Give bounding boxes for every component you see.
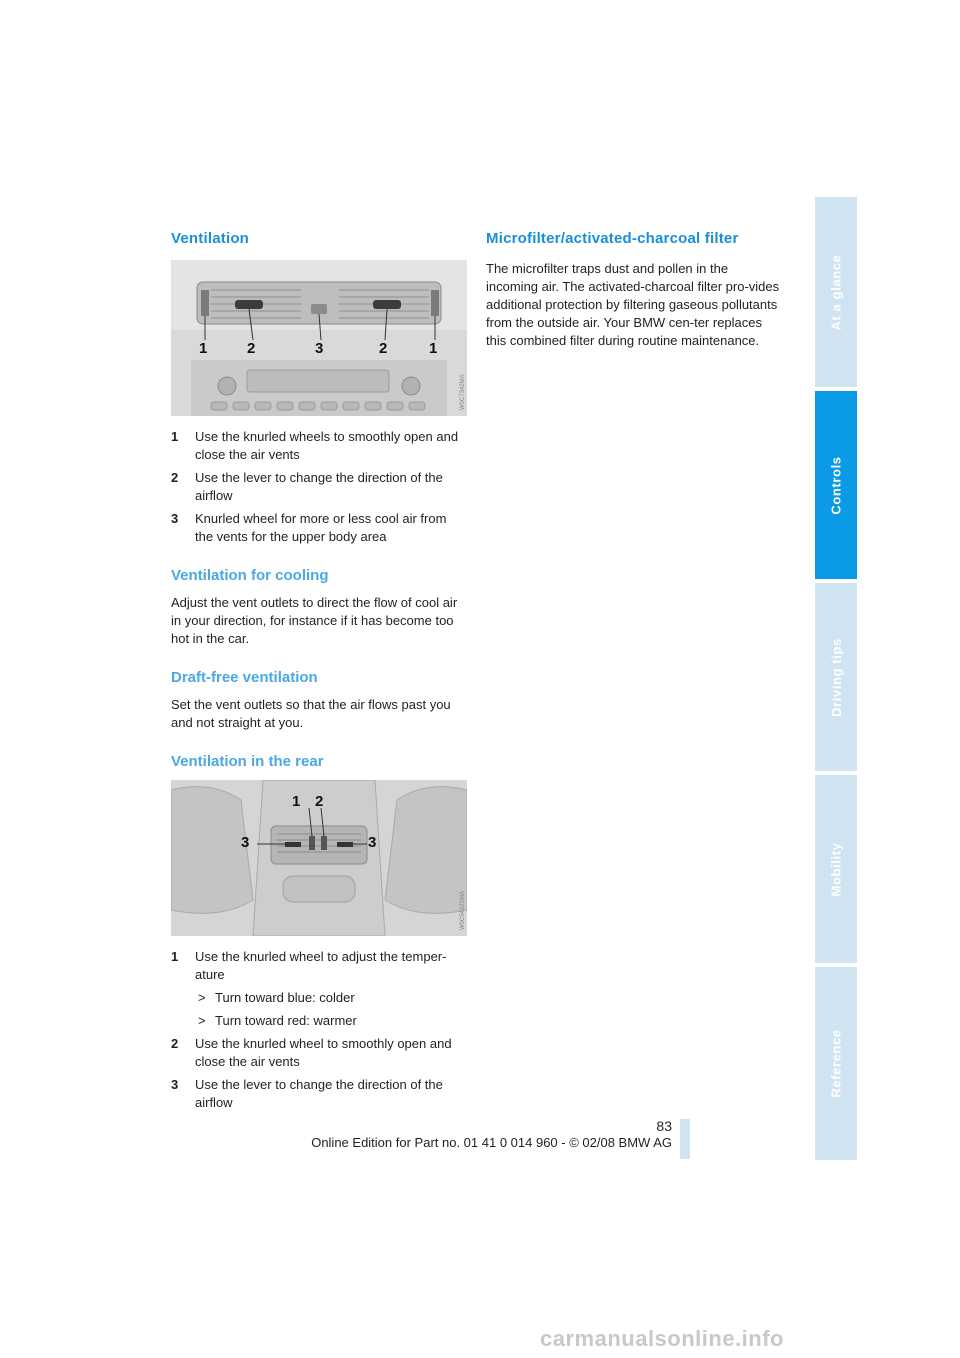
rear-vents-figure <box>171 780 467 936</box>
list-item <box>171 428 467 464</box>
section-heading-microfilter: Microfilter/activated-charcoal filter <box>486 230 739 247</box>
list-item <box>171 1035 467 1071</box>
section-heading-draft-free: Draft-free ventilation <box>171 669 318 686</box>
list-item-text: Use the knurled wheel to smoothly open and close the air vents <box>195 1036 452 1069</box>
list-item-text: Use the lever to change the direction of the airflow <box>195 470 443 503</box>
figure1-label-2b: 2 <box>379 340 388 357</box>
list-item-number: 1 <box>171 429 179 444</box>
tab-label: At a glance <box>828 254 844 330</box>
tab-label: Reference <box>828 1029 844 1098</box>
figure2-label-2: 2 <box>315 793 324 810</box>
figure2-label-3b: 3 <box>368 834 377 851</box>
chapter-tabs <box>815 197 857 1160</box>
list-item <box>171 1076 467 1112</box>
left-column <box>171 228 467 1117</box>
tab-driving-tips[interactable] <box>815 583 857 771</box>
section-heading-cooling: Ventilation for cooling <box>171 567 329 584</box>
list-item-text: Use the knurled wheels to smoothly open and close the air vents <box>195 429 459 462</box>
figure2-label-3a: 3 <box>241 834 250 851</box>
footer-accent-bar <box>680 1119 690 1159</box>
list-item-number: 3 <box>171 1077 179 1092</box>
paragraph-microfilter: The microfilter traps dust and pollen in the incoming air. The activated-charcoal filter pro-vides additional protection by filtering gaseous pollutants from the outside air. Your BMW cen-ter replaces this combined filter during routine maintenance. <box>486 261 780 348</box>
sub-list-item <box>171 989 467 1007</box>
figure2-label-1: 1 <box>292 793 301 810</box>
paragraph-draft-free: Set the vent outlets so that the air flows past you and not straight at you. <box>171 697 451 730</box>
list-item <box>171 510 467 546</box>
list-item-number: 3 <box>171 511 179 526</box>
figure1-label-1b: 1 <box>429 340 438 357</box>
figure1-label-3: 3 <box>315 340 324 357</box>
tab-label: Mobility <box>828 842 844 896</box>
page-number: 83 <box>656 1118 672 1134</box>
rear-vents-illustration <box>171 780 467 936</box>
sub-list-item <box>171 1012 467 1030</box>
figure1-label-1a: 1 <box>199 340 208 357</box>
list-item-text: Knurled wheel for more or less cool air from the vents for the upper body area <box>195 511 447 544</box>
figure1-label-2a: 2 <box>247 340 256 357</box>
section-heading-rear: Ventilation in the rear <box>171 753 324 770</box>
list-item <box>171 469 467 505</box>
edition-footer: Online Edition for Part no. 01 41 0 014 960 - © 02/08 BMW AG <box>311 1135 672 1150</box>
list-item <box>171 948 467 984</box>
list-item-number: 1 <box>171 949 179 964</box>
sub-list-marker: > <box>198 1013 206 1028</box>
sub-list-text: Turn toward red: warmer <box>215 1013 357 1028</box>
list-item-text: Use the knurled wheel to adjust the temper-ature <box>195 949 447 982</box>
watermark: carmanualsonline.info <box>540 1326 784 1351</box>
paragraph-cooling: Adjust the vent outlets to direct the flow of cool air in your direction, for instance if it has become too hot in the car. <box>171 595 458 646</box>
list-item-number: 2 <box>171 470 179 485</box>
figure1-code: W0C7342MA <box>460 374 466 410</box>
tab-label: Driving tips <box>828 637 844 717</box>
dashboard-vents-figure <box>171 260 467 416</box>
list-item-text: Use the lever to change the direction of the airflow <box>195 1077 443 1110</box>
tab-label: Controls <box>828 455 844 515</box>
dashboard-vents-illustration <box>171 260 467 416</box>
sub-list-text: Turn toward blue: colder <box>215 990 355 1005</box>
sub-list-marker: > <box>198 990 206 1005</box>
tab-reference[interactable] <box>815 967 857 1160</box>
section-heading-ventilation: Ventilation <box>171 230 250 247</box>
right-column <box>486 228 782 350</box>
tab-at-a-glance[interactable] <box>815 197 857 387</box>
tab-mobility[interactable] <box>815 775 857 963</box>
figure2-code: W0C54221MA <box>460 890 466 930</box>
list-item-number: 2 <box>171 1036 179 1051</box>
tab-controls[interactable] <box>815 391 857 579</box>
